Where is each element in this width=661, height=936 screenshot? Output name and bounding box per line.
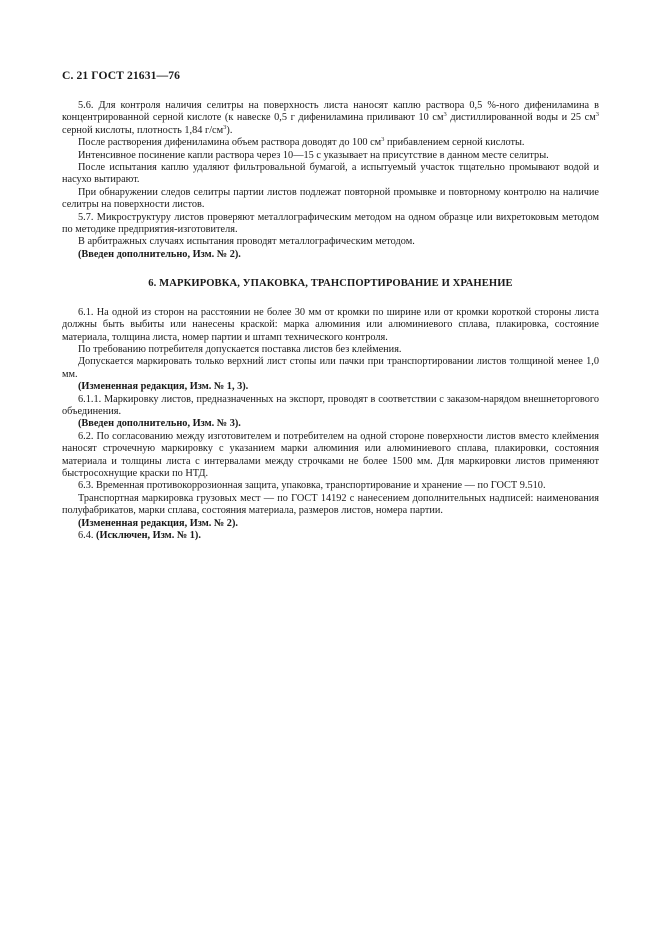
text-run: Интенсивное посинение капли раствора через 10—15 с указывает на присутствие в данном месте селитры.: [78, 149, 549, 161]
paragraph: [62, 137, 599, 149]
paragraph: [62, 249, 599, 261]
text-run: 6.3. Временная противокоррозионная защита, упаковка, транспортирование и хранение — по ГОСТ 9.510.: [78, 480, 546, 492]
text-run: По требованию потребителя допускается поставка листов без клеймения.: [78, 343, 402, 355]
paragraph: [62, 236, 599, 248]
paragraph: [62, 394, 599, 419]
paragraph: [62, 418, 599, 430]
bold-note: (Измененная редакция, Изм. № 2).: [78, 517, 238, 529]
text-run: 6.1.1. Маркировку листов, предназначенных на экспорт, проводят в соответствии с заказом-нарядом внешнеторгового объединения.: [62, 393, 599, 417]
paragraph: [62, 100, 599, 137]
paragraph: [62, 344, 599, 356]
text-run: После растворения дифениламина объем раствора доводят до 100 см: [78, 137, 382, 149]
paragraph: [62, 162, 599, 187]
paragraph: [62, 480, 599, 492]
superscript: 3: [595, 111, 599, 119]
paragraphs-section-6: [62, 307, 599, 543]
paragraph: [62, 518, 599, 530]
body-text: [62, 100, 599, 542]
text-run: 6.4.: [78, 530, 97, 541]
text-run: 6.1. На одной из сторон на расстоянии не более 30 мм от кромки по ширине или от кромки короткой стороны листа должны быть выбиты или нанесены краской: марка алюминия или алюминиевого сплава, плакировка, состояние материала, толщина листа, номер партии и штамп технического контроля.: [62, 306, 599, 343]
bold-note: (Исключен, Изм. № 1).: [96, 530, 201, 541]
paragraph: [62, 307, 599, 344]
text-run: После испытания каплю удаляют фильтровальной бумагой, а испытуемый участок тщательно промывают водой и насухо вытирают.: [62, 162, 599, 186]
text-run: 5.6. Для контроля наличия селитры на поверхность листа наносят каплю раствора 0,5 %-ного дифениламина в концентрированной серной кислоте (к навеске 0,5 г дифениламина приливают 10 см: [62, 100, 599, 124]
text-run: ).: [226, 124, 233, 136]
superscript: 3: [443, 111, 447, 119]
text-run: В арбитражных случаях испытания проводят металлографическим методом.: [78, 236, 415, 248]
superscript: 3: [381, 136, 385, 144]
paragraph: [62, 431, 599, 481]
bold-note: (Введен дополнительно, Изм. № 2).: [78, 248, 241, 260]
text-run: прибавлением серной кислоты.: [384, 137, 525, 149]
section-heading: 6. МАРКИРОВКА, УПАКОВКА, ТРАНСПОРТИРОВАНИЕ И ХРАНЕНИЕ: [148, 278, 513, 290]
paragraph: [62, 356, 599, 381]
text-run: При обнаружении следов селитры партии листов подлежат повторной промывке и повторному контролю на наличие селитры на поверхности листов.: [62, 186, 599, 211]
text-run: дистиллированной воды и 25 см: [446, 112, 596, 124]
bold-note: (Измененная редакция, Изм. № 1, 3).: [78, 381, 249, 393]
bold-note: (Введен дополнительно, Изм. № 3).: [78, 418, 241, 430]
paragraph: [62, 150, 599, 162]
paragraph: [62, 381, 599, 393]
paragraph: [62, 530, 599, 542]
text-run: 5.7. Микроструктуру листов проверяют металлографическим методом на одном образце или вихретоковым методом по методике предприятия-изготовителя.: [62, 211, 599, 236]
page-header: С. 21 ГОСТ 21631—76: [62, 69, 180, 82]
paragraph: [62, 187, 599, 212]
text-run: Транспортная маркировка грузовых мест — по ГОСТ 14192 с нанесением дополнительных надписей: наименования полуфабрикатов, марки сплава, состояния материала, размеров листов, номера партии.: [62, 492, 599, 517]
paragraph: [62, 212, 599, 237]
superscript: 3: [223, 123, 227, 131]
paragraph: [62, 493, 599, 518]
text-run: серной кислоты, плотность 1,84 г/см: [62, 124, 224, 136]
text-run: Допускается маркировать только верхний лист стопы или пачки при транспортировании листов толщиной менее 1,0 мм.: [62, 356, 599, 380]
paragraphs-section-5: [62, 100, 599, 261]
text-run: 6.2. По согласованию между изготовителем и потребителем на одной стороне поверхности листов вместо клеймения наносят строчечную маркировку с указанием марки алюминия или алюминиевого сплава, плакировки, состояния материала и толщины листа с интервалами между строчками не более 1500 мм. Для маркировки листов применяют быстросохнущие краски по НТД.: [62, 430, 599, 479]
